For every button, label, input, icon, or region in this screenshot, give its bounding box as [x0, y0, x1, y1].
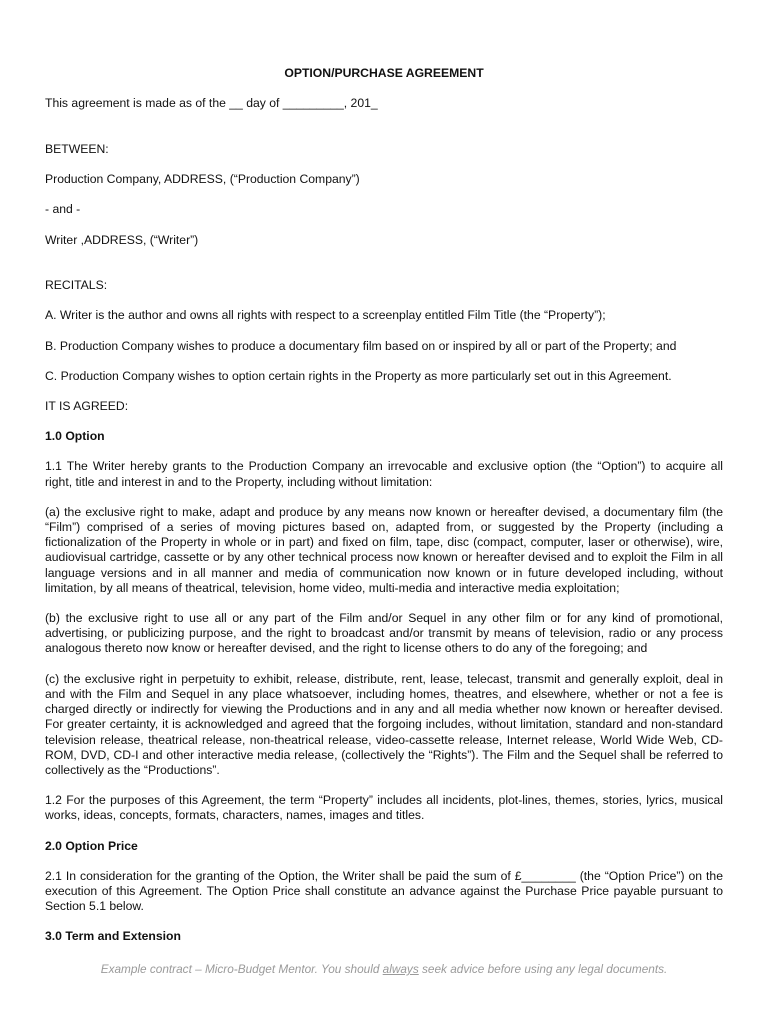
clause-1-2: 1.2 For the purposes of this Agreement, the term “Property” includes all incidents, plot-lines, themes, stories, lyrics, musical works, ideas, concepts, formats, characters, names, images and titles. — [45, 793, 723, 823]
parties-block — [45, 126, 723, 263]
party-production-company: Production Company, ADDRESS, (“Production Company”) — [45, 172, 360, 187]
footer-text-start: Example contract – Micro-Budget Mentor. You should — [100, 962, 383, 976]
document-title: OPTION/PURCHASE AGREEMENT — [284, 66, 484, 80]
document-page — [45, 66, 723, 960]
recitals-label: RECITALS: — [45, 278, 108, 293]
clause-2-1: 2.1 In consideration for the granting of the Option, the Writer shall be paid the sum of £________ (the “Option Price”) on the execution of this Agreement. The Option Price shall constitute an advance against the Purchase Price payable pursuant to Section 5.1 below. — [45, 868, 723, 914]
recital-b: B. Production Company wishes to produce a documentary film based on or inspired by all or part of the Property; and — [45, 338, 677, 353]
party-writer: Writer ,ADDRESS, (“Writer”) — [45, 232, 199, 247]
recital-c: C. Production Company wishes to option certain rights in the Property as more particularly set out in this Agreement. — [45, 368, 672, 383]
agreement-date-line: This agreement is made as of the __ day of _________, 201_ — [45, 96, 378, 111]
clause-1-1-b: (b) the exclusive right to use all or any part of the Film and/or Sequel in any other film or for any kind of promotional, advertising, or publicizing purpose, and the right to broadcast and/or transmit by means of television, radio or any process analogous thereto now know or hereafter devised, and the right to license others to do any of the foregoing; and — [45, 611, 723, 656]
footer-emphasis: always — [382, 962, 419, 976]
and-label: - and - — [45, 202, 81, 217]
section-heading-option-price: 2.0 Option Price — [45, 838, 138, 853]
clause-1-1-c: (c) the exclusive right in perpetuity to exhibit, release, distribute, rent, lease, telecast, transmit and generally exploit, deal in and with the Film and Sequel in any place whatsoever, including homes, theatres, and elsewhere, whether or not a fee is charged directly or indirectly for viewing the Productions and in any and all media whether now known or hereafter devised. For greater certainty, it is acknowledged and agreed that the forgoing includes, without limitation, standard and non-standard television release, theatrical release, non-theatrical release, video-cassette release, Internet release, World Wide Web, CD-ROM, DVD, CD-I and other interactive media release, (collectively the “Rights”). The Film and the Sequel shall be referred to collectively as the “Productions”. — [45, 671, 723, 777]
between-label: BETWEEN: — [45, 141, 109, 156]
agreed-label: IT IS AGREED: — [45, 399, 129, 414]
footer-text-end: seek advice before using any legal documents. — [418, 962, 668, 976]
clause-1-1-a: (a) the exclusive right to make, adapt and produce by any means now known or hereafter devised, a documentary film (the “Film”) comprised of a series of moving pictures based on, adapted from, or suggested by the Property (including a fictionalization of the Property in whole or in part) and fixed on film, tape, disc (compact, computer, laser or otherwise), wire, audiovisual cartridge, cassette or by any other technical process now known or hereafter devised and to exploit the Film in all language versions and in all manner and media of communication now known or in future developed including, without limitation, by all means of theatrical, television, home video, multi-media and interactive media exploitation; — [45, 504, 723, 595]
recital-a: A. Writer is the author and owns all rights with respect to a screenplay entitled Film Title (the “Property”); — [45, 308, 606, 323]
section-heading-term-extension: 3.0 Term and Extension — [45, 929, 181, 944]
document-footer-disclaimer — [0, 962, 768, 976]
section-heading-option: 1.0 Option — [45, 429, 105, 444]
clause-1-1: 1.1 The Writer hereby grants to the Production Company an irrevocable and exclusive option (the “Option”) to acquire all right, title and interest in and to the Property, including without limitation: — [45, 459, 723, 489]
